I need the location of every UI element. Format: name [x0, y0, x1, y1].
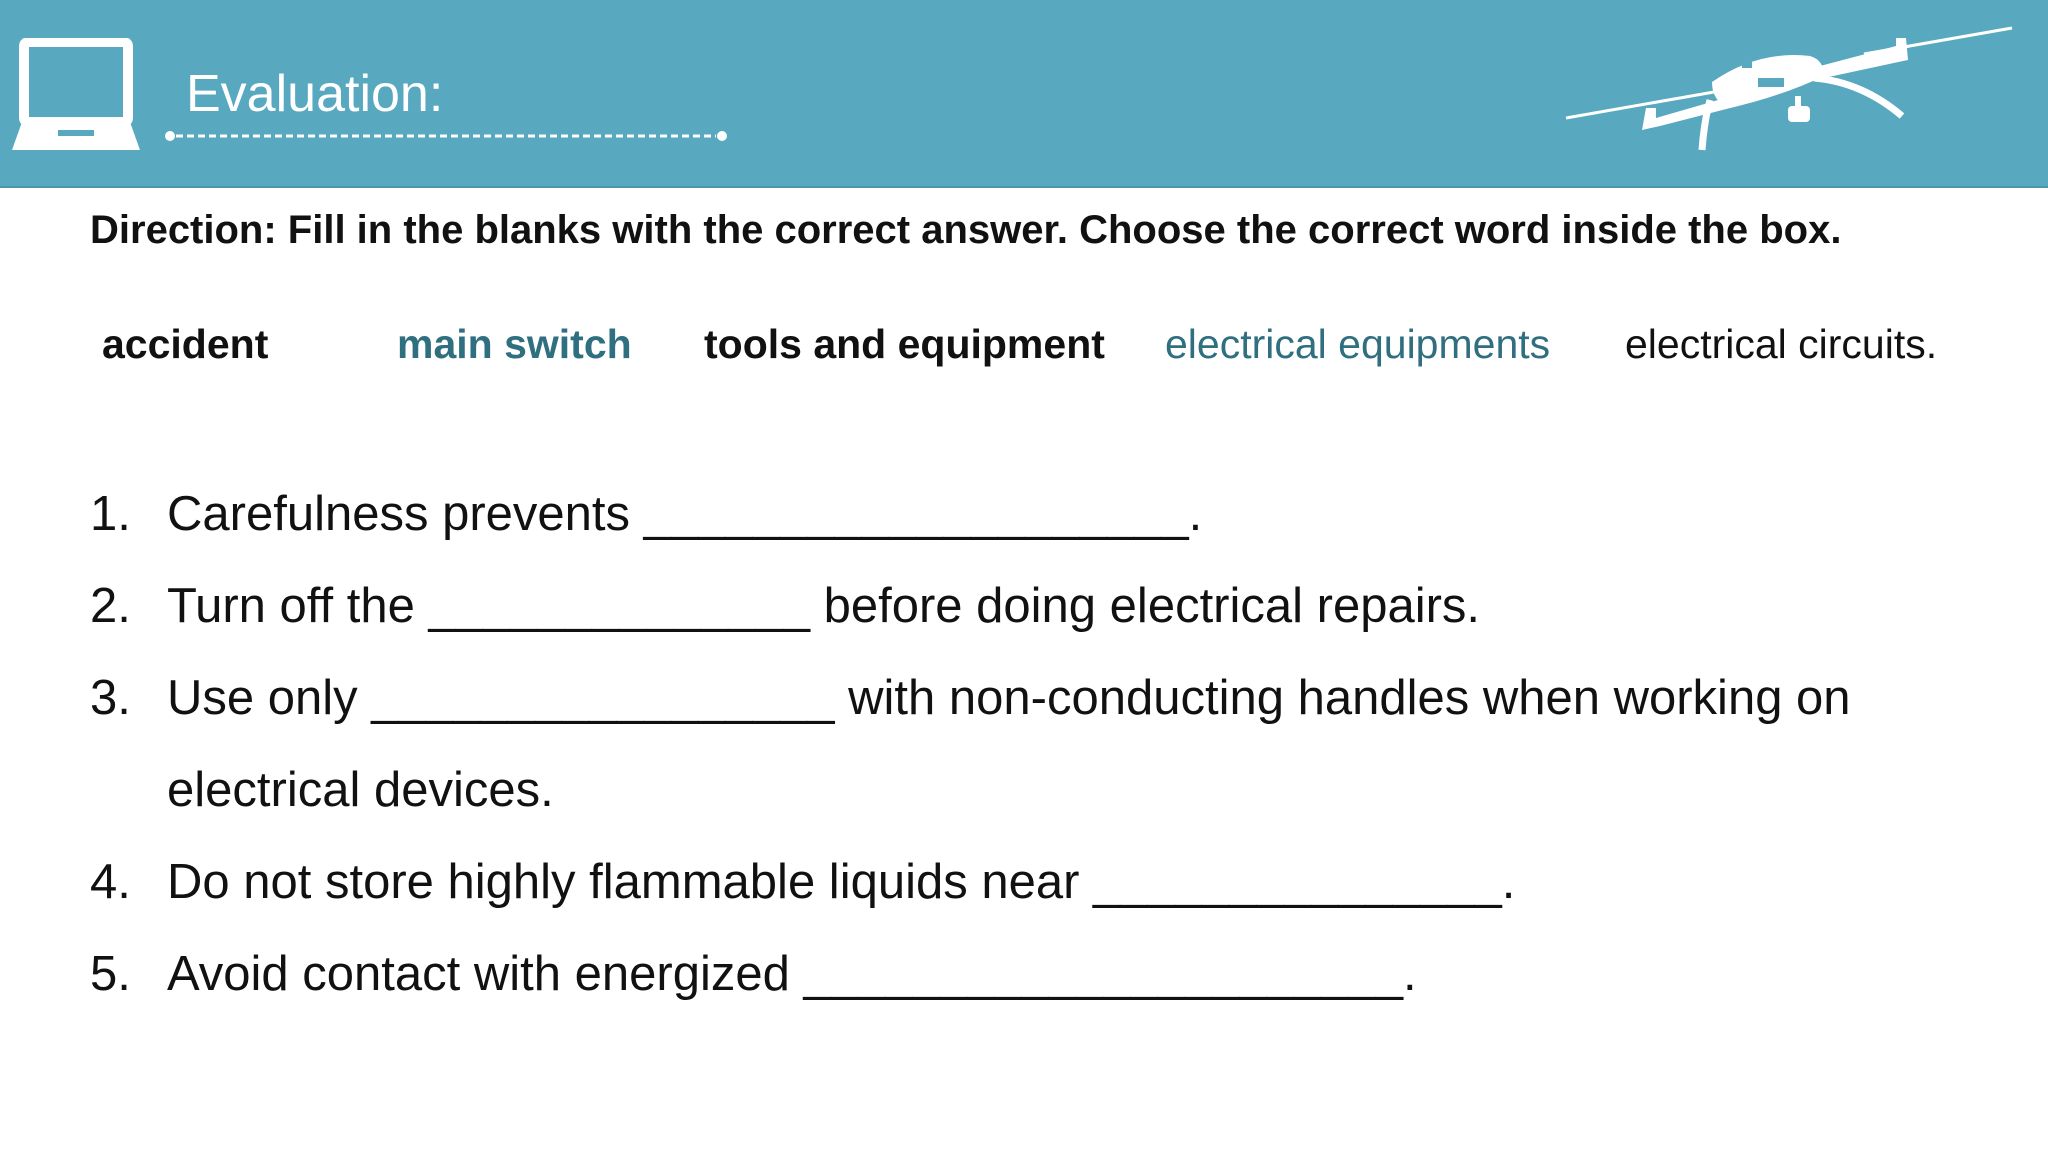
question-number: 4. — [90, 855, 131, 909]
word-bank-item: electrical circuits. — [1625, 321, 1938, 367]
question-number: 5. — [90, 947, 131, 1001]
drone-icon — [1562, 26, 2018, 156]
title-dashed-underline — [164, 126, 728, 146]
laptop-icon — [10, 38, 142, 154]
question-text: Use only _________________ with non-conducting handles when working on — [167, 671, 1851, 725]
word-bank-item: accident — [102, 321, 269, 367]
word-bank-item: main switch — [397, 321, 632, 367]
question-number: 1. — [90, 487, 131, 541]
question-text: Do not store highly flammable liquids near _______________. — [167, 855, 1516, 909]
question-text: Avoid contact with energized ______________________. — [167, 947, 1417, 1001]
direction-text: Direction: Fill in the blanks with the correct answer. Choose the correct word inside the box. — [90, 208, 1842, 252]
word-bank-item: tools and equipment — [704, 321, 1105, 367]
question-number: 3. — [90, 671, 131, 725]
header-banner — [0, 0, 2048, 188]
question-text: electrical devices. — [167, 763, 554, 817]
question-number: 2. — [90, 579, 131, 633]
page-title: Evaluation: — [186, 65, 444, 123]
word-bank-item: electrical equipments — [1165, 321, 1551, 367]
question-text: Turn off the ______________ before doing electrical repairs. — [167, 579, 1481, 633]
question-text: Carefulness prevents ____________________. — [167, 487, 1203, 541]
